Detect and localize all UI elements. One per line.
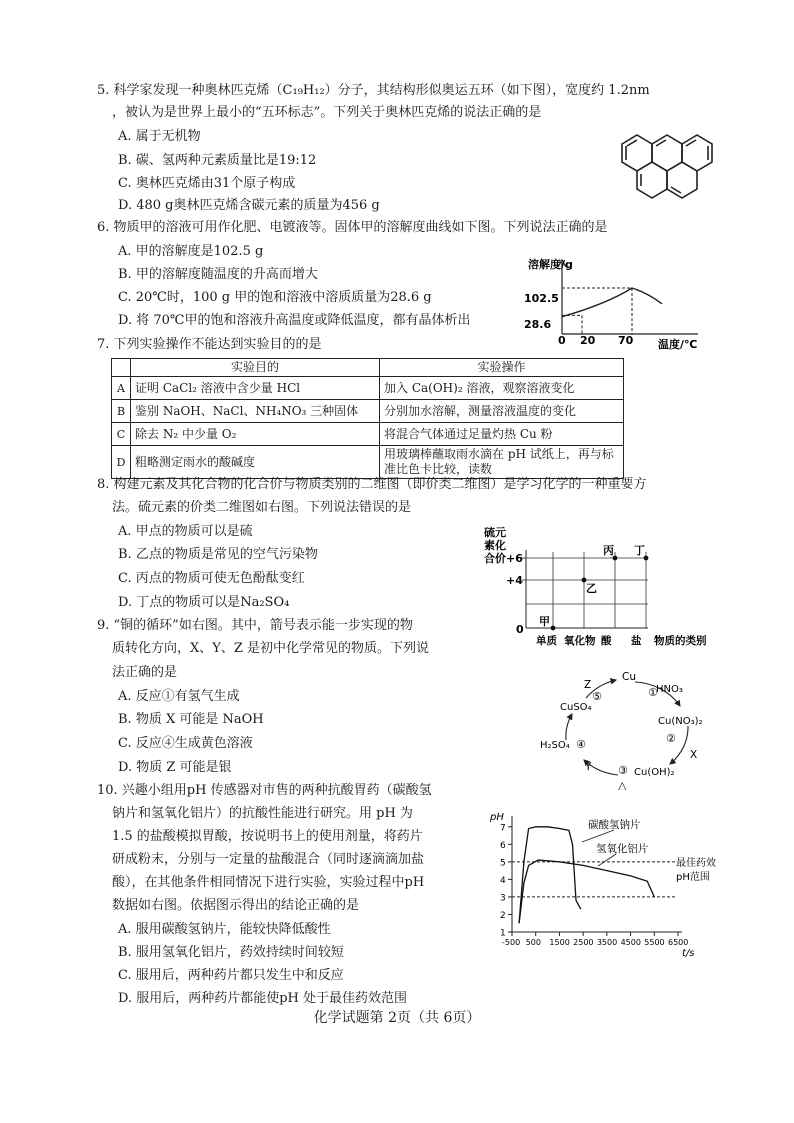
node-h2so4: H₂SO₄ — [540, 740, 570, 751]
ph-ytick-7: 7 — [500, 823, 506, 834]
ph-ytick-3: 3 — [500, 893, 506, 904]
table-header-operation: 实验操作 — [380, 359, 624, 377]
q10-option-d: D. 服用后，两种药片都能使pH 处于最佳药效范围 — [118, 991, 408, 1006]
copper-cycle-diagram — [530, 668, 720, 790]
val-point-label-3: 丁 — [634, 544, 645, 557]
q5-stem-line1: 5. 科学家发现一种奥林匹克烯（C₁₉H₁₂）分子，其结构形似奥运五环（如下图），宽度约 1.2nm — [97, 83, 650, 98]
solubility-curve — [562, 288, 662, 317]
val-cat-oxide: 氧化物 — [564, 635, 596, 647]
val-point-0 — [551, 626, 556, 631]
ph-ytick-5: 5 — [500, 858, 506, 869]
q9-stem-line2: 质转化方向，X、Y、Z 是初中化学常见的物质。下列说 — [112, 641, 430, 656]
step-3: ③ — [618, 764, 628, 777]
q8-option-d: D. 丁点的物质可以是Na₂SO₄ — [118, 595, 290, 610]
step-2: ② — [666, 732, 676, 745]
q6-option-d: D. 将 70℃甲的饱和溶液升高温度或降低温度，都有晶体析出 — [118, 313, 471, 328]
sol-xtick-70: 70 — [618, 334, 634, 347]
ph-ytick-6: 6 — [500, 840, 506, 851]
table-header-blank — [112, 359, 131, 377]
ph-ytick-1: 1 — [500, 928, 506, 939]
q10-stem-line3: 1.5 的盐酸模拟胃酸，按说明书上的使用剂量，将药片 — [112, 829, 423, 844]
ph-series-label-1: 碳酸氢钠片 — [588, 819, 641, 831]
sol-ytick-102: 102.5 — [524, 292, 559, 305]
q5-option-b: B. 碳、氢两种元素质量比是19:12 — [118, 153, 317, 168]
row-id: C — [112, 423, 131, 446]
q9-stem-line1: 9. “铜的循环”如右图。其中，箭号表示能一步实现的物 — [97, 618, 413, 633]
table-row — [112, 377, 624, 400]
step-5: ⑤ — [592, 690, 602, 703]
table-header-purpose: 实验目的 — [131, 359, 380, 377]
val-ylabel-2: 素化 — [484, 539, 506, 552]
val-point-label-1: 乙 — [586, 582, 597, 595]
val-point-label-2: 丙 — [603, 544, 614, 557]
node-cuno32: Cu(NO₃)₂ — [658, 716, 703, 727]
q5-option-c: C. 奥林匹克烯由31个原子构成 — [118, 176, 296, 191]
ph-ylabel: pH — [490, 812, 504, 823]
q10-stem-line2: 钠片和氢氧化铝片）的抗酸性能进行研究。用 pH 为 — [112, 806, 413, 821]
ph-series-label-2: 氢氧化铝片 — [596, 843, 649, 855]
step-4: ④ — [576, 738, 586, 751]
ph-xtick-5: 4500 — [620, 938, 641, 947]
row-operation: 分别加水溶解，测量溶液温度的变化 — [380, 400, 624, 423]
node-cuoh2: Cu(OH)₂ — [634, 767, 675, 778]
step-1: ① — [648, 686, 658, 699]
row-purpose: 粗略测定雨水的酸碱度 — [131, 446, 380, 479]
table-row — [112, 446, 624, 479]
row-id: A — [112, 377, 131, 400]
q6-stem: 6. 物质甲的溶液可用作化肥、电镀液等。固体甲的溶解度曲线如下图。下列说法正确的是 — [97, 220, 608, 235]
q10-option-a: A. 服用碳酸氢钠片，能较快降低酸性 — [118, 922, 331, 937]
sol-xlabel: 温度/℃ — [658, 338, 698, 351]
row-id: B — [112, 400, 131, 423]
q8-option-c: C. 丙点的物质可使无色酚酞变红 — [118, 571, 305, 586]
q6-option-c: C. 20℃时，100 g 甲的饱和溶液中溶质质量为28.6 g — [118, 290, 432, 305]
ph-ytick-4: 4 — [500, 875, 506, 886]
q10-option-c: C. 服用后，两种药片都只发生中和反应 — [118, 968, 344, 983]
table-row — [112, 423, 624, 446]
q7-table — [111, 358, 624, 479]
ph-xtick-1: 500 — [525, 938, 541, 947]
q10-stem-line5: 酸），在其他条件相同情况下进行实验，实验过程中pH — [112, 875, 425, 890]
row-operation: 加入 Ca(OH)₂ 溶液，观察溶液变化 — [380, 377, 624, 400]
q10-option-b: B. 服用氢氧化铝片，药效持续时间较短 — [118, 945, 344, 960]
ph-series-1 — [519, 860, 654, 923]
val-ytick-4: +4 — [506, 574, 523, 587]
sol-ylabel: 溶解度/g — [528, 258, 573, 271]
sol-ytick-28: 28.6 — [524, 318, 552, 331]
ph-xtick-2: 1500 — [549, 938, 570, 947]
val-point-label-0: 甲 — [539, 615, 550, 628]
node-cu: Cu — [622, 671, 636, 683]
ph-xtick-4: 3500 — [596, 938, 618, 947]
row-operation: 将混合气体通过足量灼热 Cu 粉 — [380, 423, 624, 446]
val-cat-elem: 单质 — [536, 635, 557, 647]
q5-option-a: A. 属于无机物 — [118, 129, 201, 144]
node-cuso4: CuSO₄ — [560, 702, 592, 713]
olympicene-structure — [610, 124, 720, 208]
ph-band-label-2: pH范围 — [676, 872, 710, 883]
q9-option-c: C. 反应④生成黄色溶液 — [118, 736, 253, 751]
q10-stem-line4: 研成粉末，分别与一定量的盐酸混合（同时逐滴滴加盐 — [112, 852, 425, 867]
val-xlabel: 物质的类别 — [654, 635, 707, 647]
row-id: D — [112, 446, 131, 479]
row-purpose: 除去 N₂ 中少量 O₂ — [131, 423, 380, 446]
q8-stem-line2: 法。硫元素的价类二维图如右图。下列说法错误的是 — [112, 500, 412, 515]
ph-xtick-0: -500 — [502, 938, 521, 947]
val-ytick-6: +6 — [506, 552, 523, 565]
sol-xtick-20: 20 — [580, 334, 596, 347]
table-row — [112, 400, 624, 423]
valence-class-chart — [478, 522, 720, 648]
val-ylabel-1: 硫元 — [484, 526, 506, 539]
sol-xtick-0: 0 — [558, 334, 566, 347]
row-purpose: 鉴别 NaOH、NaCl、NH₄NO₃ 三种固体 — [131, 400, 380, 423]
ph-xtick-3: 2500 — [573, 938, 594, 947]
node-heat: △ — [618, 779, 627, 790]
ph-chart — [486, 808, 722, 958]
val-cat-acid: 酸 — [601, 635, 612, 647]
q5-stem-line2: ，被认为是世界上最小的“五环标志”。下列关于奥林匹克烯的说法正确的是 — [112, 105, 542, 120]
q8-option-a: A. 甲点的物质可以是硫 — [118, 524, 253, 539]
q6-option-a: A. 甲的溶解度是102.5 g — [118, 244, 264, 259]
q9-option-a: A. 反应①有氢气生成 — [118, 689, 240, 704]
q10-stem-line6: 数据如右图。依据图示得出的结论正确的是 — [112, 898, 360, 913]
q8-option-b: B. 乙点的物质是常见的空气污染物 — [118, 547, 318, 562]
q10-stem-line1: 10. 兴趣小组用pH 传感器对市售的两种抗酸胃药（碳酸氢 — [97, 783, 432, 798]
node-x: X — [690, 749, 698, 761]
val-cat-salt: 盐 — [631, 635, 642, 647]
ph-xlabel: t/s — [682, 948, 695, 958]
q9-stem-line3: 法正确的是 — [112, 665, 178, 680]
q5-option-d: D. 480 g奥林匹克烯含碳元素的质量为456 g — [118, 198, 380, 213]
ph-series-0 — [519, 827, 581, 923]
q9-option-b: B. 物质 X 可能是 NaOH — [118, 712, 264, 727]
q8-stem-line1: 8. 构建元素及其化合物的化合价与物质类别的二维图（即价类二维图）是学习化学的一种重要方 — [97, 477, 647, 492]
node-hno3: HNO₃ — [656, 684, 683, 695]
solubility-chart — [522, 250, 712, 354]
page-footer: 化学试题第 2页（共 6页） — [313, 1010, 481, 1026]
node-z: Z — [584, 679, 592, 691]
q9-option-d: D. 物质 Z 可能是银 — [118, 760, 232, 775]
q6-option-b: B. 甲的溶解度随温度的升高而增大 — [118, 267, 318, 282]
ph-ytick-2: 2 — [500, 910, 506, 921]
ph-xtick-6: 5500 — [644, 938, 665, 947]
ph-xtick-7: 6500 — [668, 938, 689, 947]
val-ylabel-3: 合价 — [484, 552, 506, 565]
node-y: Y — [585, 761, 592, 773]
ph-band-label-1: 最佳药效 — [676, 858, 716, 869]
val-ytick-0: 0 — [516, 623, 524, 636]
row-purpose: 证明 CaCl₂ 溶液中含少量 HCl — [131, 377, 380, 400]
row-operation: 用玻璃棒蘸取雨水滴在 pH 试纸上，再与标准比色卡比较，读数 — [380, 446, 624, 479]
q7-stem: 7. 下列实验操作不能达到实验目的的是 — [97, 337, 322, 352]
